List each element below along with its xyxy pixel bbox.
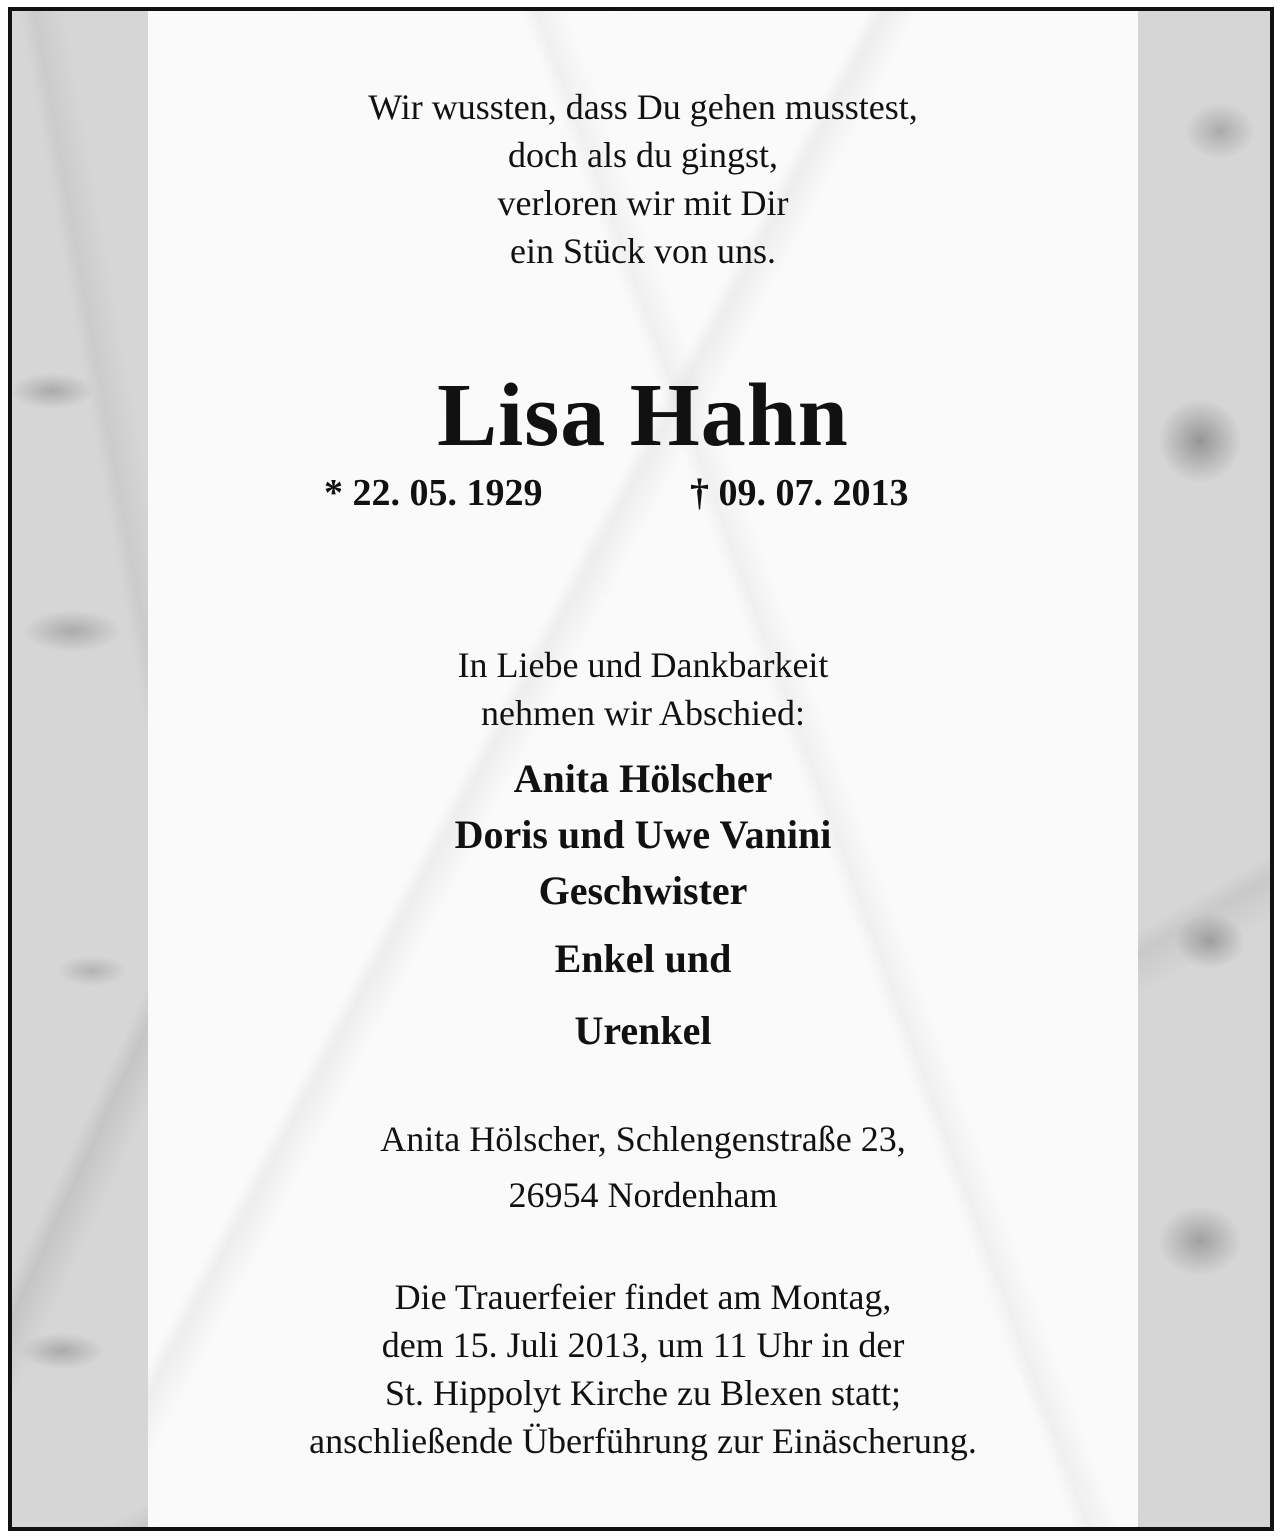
service-line: Die Trauerfeier findet am Montag, <box>394 1277 892 1317</box>
death-date: † 09. 07. 2013 <box>690 472 909 514</box>
obituary-frame <box>8 7 1274 1531</box>
mourner-name: Urenkel <box>574 1008 712 1053</box>
mourner-name: Geschwister <box>538 868 748 913</box>
address-line: Anita Hölscher, Schlengenstraße 23, <box>380 1119 906 1159</box>
birth-date: * 22. 05. 1929 <box>324 472 543 514</box>
mourner-name: Anita Hölscher <box>513 756 773 801</box>
poem-line: verloren wir mit Dir <box>497 183 789 223</box>
intro-line: nehmen wir Abschied: <box>481 693 805 733</box>
service-line: dem 15. Juli 2013, um 11 Uhr in der <box>381 1325 905 1365</box>
funeral-service-info <box>148 1273 1138 1465</box>
address-line: 26954 Nordenham <box>508 1175 778 1215</box>
deceased-name: Lisa Hahn <box>437 366 849 465</box>
intro-line: In Liebe und Dankbarkeit <box>457 645 829 685</box>
mourner-name: Enkel und <box>554 936 732 981</box>
mourners-list <box>148 751 1138 1059</box>
marble-right-border <box>1140 11 1270 1527</box>
contact-address <box>148 1111 1138 1223</box>
farewell-intro <box>148 641 1138 737</box>
poem-line: ein Stück von uns. <box>510 231 776 271</box>
memorial-poem <box>148 83 1138 275</box>
service-line: anschließende Überführung zur Einäscherung. <box>309 1421 977 1461</box>
poem-line: Wir wussten, dass Du gehen musstest, <box>368 87 918 127</box>
service-line: St. Hippolyt Kirche zu Blexen statt; <box>385 1373 901 1413</box>
mourner-name: Doris und Uwe Vanini <box>454 812 832 857</box>
marble-left-border <box>12 11 148 1527</box>
poem-line: doch als du gingst, <box>508 135 778 175</box>
